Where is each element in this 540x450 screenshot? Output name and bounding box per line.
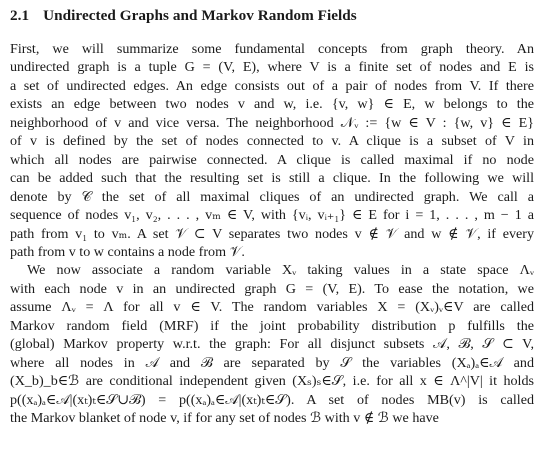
text-line: exists an edge between two nodes v and w, i.e. {v, w} ∈ E, w belongs to the <box>10 96 534 113</box>
text-line: with each node v in an undirected graph G = (V, E). To ease the notation, we <box>10 280 534 297</box>
text-line: sequence of nodes v₁, v₂, . . . , vₘ ∈ V, with {vᵢ, vᵢ₊₁} ∈ E for i = 1, . . . , m − 1 a <box>10 207 534 224</box>
text-line: of v is defined by the set of nodes connected to v. A clique is a subset of V in <box>10 133 534 150</box>
text-line: p((xₐ)ₐ∈𝒜|(xₜ)ₜ∈𝒮∪ℬ) = p((xₐ)ₐ∈𝒜|(xₜ)ₜ∈𝒮). A set of nodes MB(v) is called <box>10 391 534 408</box>
text-line: undirected graph is a tuple G = (V, E), where V is a finite set of nodes and E is <box>10 59 534 76</box>
text-line: path from v₁ to vₘ. A set 𝒱 ⊂ V separates two nodes v ∉ 𝒱 and w ∉ 𝒱, if every <box>10 225 534 242</box>
text-line: path from v to w contains a node from 𝒱. <box>10 243 245 260</box>
text-line: Markov random field (MRF) if the joint probability distribution p fulfills the <box>10 317 534 334</box>
paragraph-graph-concepts <box>10 40 534 261</box>
paragraph-markov-random-field <box>10 261 534 427</box>
section-heading <box>10 6 534 26</box>
text-line: can be added such that the resulting set is still a clique. In the following we will <box>10 170 534 187</box>
section-title: Undirected Graphs and Markov Random Fields <box>43 7 357 24</box>
text-line: assume Λᵥ = Λ for all v ∈ V. The random variables X = (Xᵥ)ᵥ∈V are called <box>10 299 534 316</box>
text-line: a set of undirected edges. An edge consists out of a pair of nodes from V. If there <box>10 77 534 94</box>
text-line: neighborhood of v and vice versa. The neighborhood 𝒩ᵥ := {w ∈ V : {w, v} ∈ E} <box>10 114 534 131</box>
paper-page <box>10 6 534 428</box>
text-line: (X_b)_b∈ℬ are conditional independent given (Xₛ)ₛ∈𝒮, i.e. for all x ∈ Λ^|V| it holds <box>10 373 534 390</box>
text-line: We now associate a random variable Xᵥ taking values in a state space Λᵥ <box>27 262 534 279</box>
text-line: (global) Markov property w.r.t. the graph: For all disjunct subsets 𝒜, ℬ, 𝒮 ⊂ V, <box>10 336 534 353</box>
text-line: the Markov blanket of node v, if for any set of nodes ℬ with v ∉ ℬ we have <box>10 410 439 427</box>
text-line: First, we will summarize some fundamental concepts from graph theory. An <box>10 41 534 57</box>
text-line: denote by 𝒞 the set of all maximal cliques of an undirected graph. We call a <box>10 188 534 205</box>
section-number: 2.1 <box>10 7 30 24</box>
text-line: where all nodes in 𝒜 and ℬ are separated by 𝒮 the variables (Xₐ)ₐ∈𝒜 and <box>10 354 534 371</box>
text-line: which all nodes are pairwise connected. A clique is called maximal if no node <box>10 151 534 168</box>
